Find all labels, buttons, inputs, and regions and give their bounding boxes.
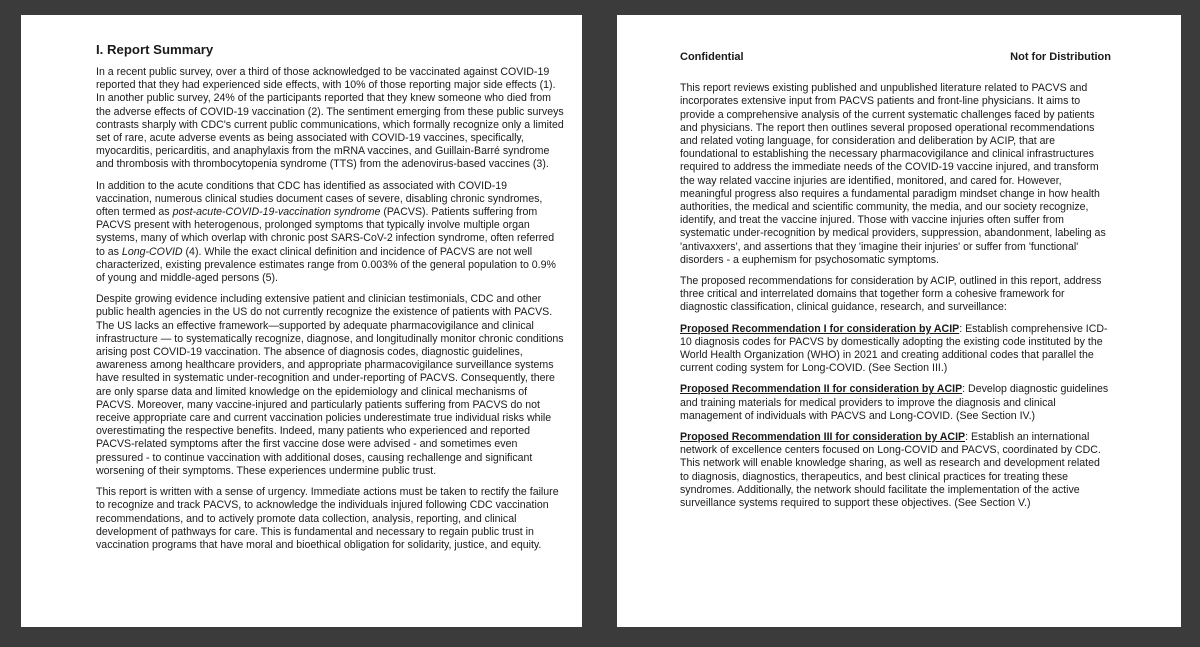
- recommendation-2-text: : Develop diagnostic guidelines and training materials for medical providers to improve the diagnosis and clinical management of individuals with PACVS and Long-COVID. (See Section IV.): [680, 383, 1109, 422]
- document-page-left: [21, 15, 582, 627]
- recommendation-3-text: : Establish an international network of excellence centers focused on Long-COVID and PACVS, coordinated by CDC. This network will enable knowledge sharing, as well as research and development related to diagnosis, diagnostics, therapeutics, and best clinical practices for treating these syndromes. Additionally, the network should facilitate the implementation of the active surveillance systems required to support these objectives. (See Section V.): [680, 431, 1101, 510]
- paragraph-2-part-e: (4). While the exact clinical definition and incidence of PACVS are not well characterized, existing prevalence estimates range from 0.003% of the general population to 0.9% of young and middle-aged persons (5).: [96, 245, 556, 285]
- document-page-right: [617, 15, 1181, 627]
- recommendation-3-label: Proposed Recommendation III for consideration by ACIP: [680, 431, 966, 444]
- paragraph-2: [96, 180, 564, 286]
- paragraph-4: This report is written with a sense of urgency. Immediate actions must be taken to rectify the failure to recognize and track PACVS, to acknowledge the individuals injured following CDC vaccination recommendations, and to actively promote data collection, analysis, reporting, and clinical development of pathways for care. This is fundamental and necessary to regain public trust in vaccination programs that have moral and bioethical obligation for solidarity, justice, and equity.: [96, 486, 559, 551]
- recommendation-1: [680, 323, 1111, 376]
- recommendation-2-label: Proposed Recommendation II for consideration by ACIP: [680, 383, 963, 396]
- recommendation-2: [680, 383, 1111, 423]
- paragraph-2-part-c: (PACVS). Patients suffering from PACVS present with heterogenous, prolonged symptoms that typically involve multiple organ systems, many of which overlap with chronic post SARS-CoV-2 infection syndrome, often referred to as: [96, 206, 555, 258]
- paragraph-3: Despite growing evidence including extensive patient and clinician testimonials, CDC and other public health agencies in the US do not currently recognize the existence of patients with PACVS. The US lacks an effective framework—supported by adequate pharmacovigilance and clinical infrastructure — to systematically recognize, diagnose, and longitudinally monitor chronic conditions arising post COVID-19 vaccination. The absence of diagnosis codes, diagnostic guidelines, awareness among healthcare providers, and appropriate pharmacovigilance surveillance systems have resulted in systematic under-recognition and under-reporting of PACVS. Consequently, there are only sparse data and limited knowledge on the epidemiology and clinical mechanisms of PACVS. Moreover, many vaccine-injured and particularly patients suffering from PACVS do not receive appropriate care and current vaccination policies underestimate true individual risks while overestimating the respective benefits. Indeed, many patients who experienced and reported PACVS-related symptoms after the first vaccine dose were advised - and sometimes even pressured - to continue vaccination with additional doses, causing rechallenge and significant worsening of their symptoms. These experiences undermine public trust.: [96, 293, 564, 477]
- page-header: [680, 51, 1111, 64]
- term-long-covid: Long-COVID: [121, 245, 183, 258]
- distribution-label: Not for Distribution: [1010, 51, 1111, 63]
- paragraph-2-part-a: In addition to the acute conditions that CDC has identified as associated with COVID-19 vaccination, numerous clinical studies document cases of severe, disabling chronic syndromes, often termed as: [96, 179, 543, 219]
- recommendation-3: [680, 431, 1111, 510]
- term-pacvs: post-acute-COVID-19-vaccination syndrome: [172, 206, 381, 219]
- section-heading: I. Report Summary: [96, 42, 214, 57]
- paragraph-1: In a recent public survey, over a third of those acknowledged to be vaccinated against COVID-19 reported that they had experienced side effects, with 10% of those reporting major side effects (1). In another public survey, 24% of the participants reported that they knew someone who died from the adverse effects of COVID-19 vaccination (2). The sentiment emerging from these public surveys contrasts sharply with CDC's current public communications, which formally recognize only a limited set of rare, acute adverse events as being associated with COVID-19 vaccines, specifically, myocarditis, pericarditis, and anaphylaxis from the mRNA vaccines, and Guillain-Barré syndrome and thrombosis with thrombocytopenia syndrome (TTS) from the adenovirus-based vaccines (3).: [96, 66, 564, 171]
- confidential-label: Confidential: [680, 51, 744, 63]
- paragraph-2: The proposed recommendations for consideration by ACIP, outlined in this report, address three critical and interrelated domains that together form a cohesive framework for diagnostic classification, clinical guidance, research, and surveillance:: [680, 275, 1102, 314]
- recommendation-1-text: : Establish comprehensive ICD-10 diagnosis codes for PACVS by domestically adopting the existing code instituted by the World Health Organization (WHO) in 2021 and creating additional codes that parallel the current coding system for Long-COVID. (See Section III.): [680, 322, 1108, 375]
- paragraph-1: This report reviews existing published and unpublished literature related to PACVS and incorporates extensive input from PACVS patients and front-line physicians. It aims to provide a comprehensive analysis of the current systematic challenges faced by patients and physicians. The report then outlines several proposed operational recommendations and related voting language, for consideration and deliberation by ACIP, that are foundational to establishing the necessary pharmacovigilance and clinical infrastructures required to address the immediate needs of the COVID-19 vaccine injured, and transform the way related vaccine injuries are identified, monitored, and cared for. However, meaningful progress also requires a fundamental paradigm mindset change in how health authorities, the medical and scientific community, the media, and our society recognize, identify, and treat the vaccine injured. Those with vaccine injuries often suffer from systematic under-recognition by medical providers, suppression, abandonment, labeling as 'antivaxxers', and assertions that they 'imagine their injuries' or suffer from 'functional' disorders - a euphemism for psychosomatic symptoms.: [680, 82, 1106, 266]
- recommendation-1-label: Proposed Recommendation I for consideration by ACIP: [680, 322, 960, 335]
